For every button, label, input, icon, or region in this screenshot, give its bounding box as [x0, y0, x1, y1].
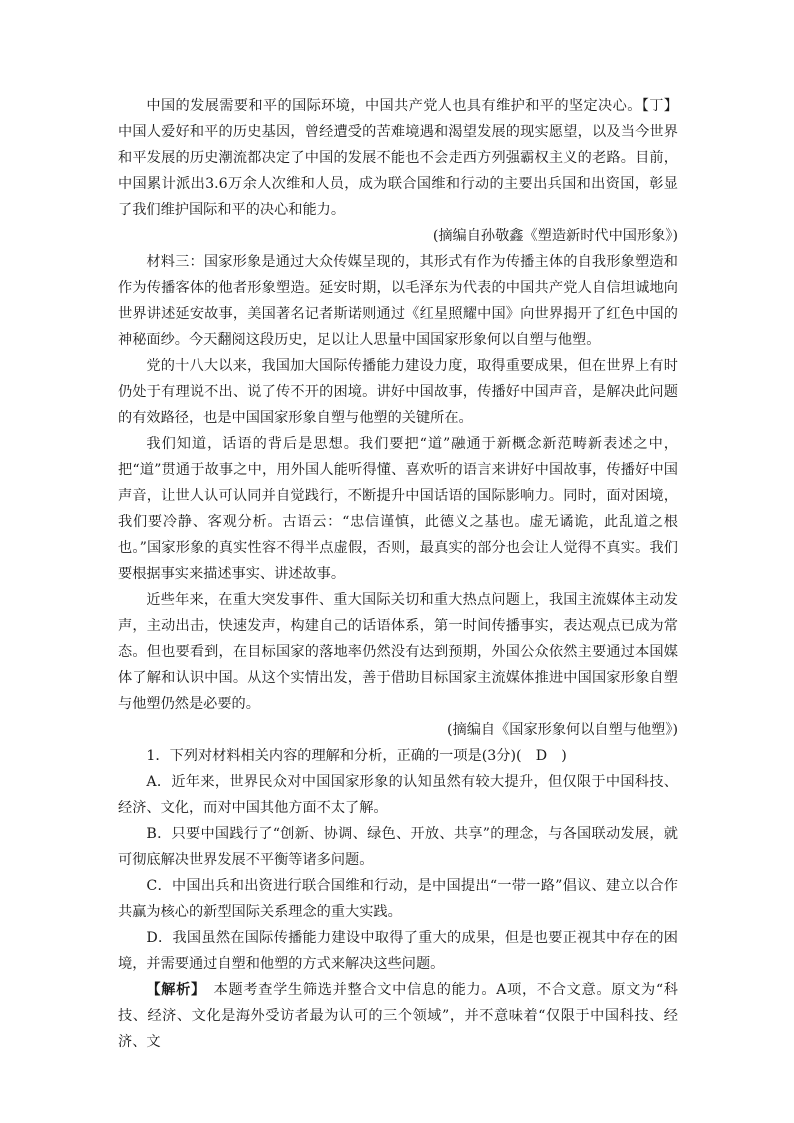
question-1: 1．下列对材料相关内容的理解和分析，正确的一项是(3分)( D )	[146, 748, 567, 764]
paragraph-eighteenth-congress: 党的十八大以来，我国加大国际传播能力建设力度，取得重要成果，但在世界上有时仍处于有理说不出、说了传不开的困境。讲好中国故事，传播好中国声音，是解决此问题的有效路径，也是中国国家形象自塑与他塑的关键所在。	[118, 358, 678, 426]
paragraph-discourse: 我们知道，话语的背后是思想。我们要把“道”融通于新概念新范畴新表述之中，把“道”贯通于故事之中，用外国人能听得懂、喜欢听的语言来讲好中国故事，传播好中国声音，让世人认可认同并自觉践行，不断提升中国话语的国际影响力。同时，面对困境，我们要冷静、客观分析。古语云：“忠信谨慎，此德义之基也。虚无谲诡，此乱道之根也。”国家形象的真实性容不得半点虚假，否则，最真实的部分也会让人觉得不真实。我们要根据事实来描述事实、讲述故事。	[118, 436, 678, 582]
document-body	[118, 93, 678, 1055]
option-c: C．中国出兵和出资进行联合国维和行动，是中国提出“一带一路”倡议、建立以合作共赢为核心的新型国际关系理念的重大实践。	[118, 878, 678, 920]
analysis-paragraph	[118, 977, 678, 1055]
option-d: D．我国虽然在国际传播能力建设中取得了重大的成果，但是也要正视其中存在的困境，并需要通过自塑和他塑的方式来解决这些问题。	[118, 930, 678, 972]
analysis-tag: 【解析】	[146, 982, 199, 998]
source-citation-1: (摘编自孙敬鑫《塑造新时代中国形象》)	[432, 228, 678, 244]
option-b: B．只要中国践行了“创新、协调、绿色、开放、共享”的理念，与各国联动发展，就可彻底解决世界发展不平衡等诸多问题。	[118, 826, 678, 868]
source-citation-2: (摘编自《国家形象何以自塑与他塑》)	[447, 722, 678, 738]
paragraph-mainstream-media: 近些年来，在重大突发事件、重大国际关切和重大热点问题上，我国主流媒体主动发声，主动出击，快速发声，构建自己的话语体系，第一时间传播事实，表达观点已成为常态。但也要看到，在目标国家的落地率仍然没有达到预期，外国公众依然主要通过本国媒体了解和认识中国。从这个实情出发，善于借助目标国家主流媒体推进中国国家形象自塑与他塑仍然是必要的。	[118, 592, 678, 712]
paragraph-peace: 中国的发展需要和平的国际环境，中国共产党人也具有维护和平的坚定决心。【丁】中国人爱好和平的历史基因，曾经遭受的苦难境遇和渴望发展的现实愿望，以及当今世界和平发展的历史潮流都决定了中国的发展不能也不会走西方列强霸权主义的老路。目前，中国累计派出3.6万余人次维和人员，成为联合国维和行动的主要出兵国和出资国，彰显了我们维护国际和平的决心和能力。	[118, 98, 678, 218]
paragraph-material-three: 材料三：国家形象是通过大众传媒呈现的，其形式有作为传播主体的自我形象塑造和作为传播客体的他者形象塑造。延安时期，以毛泽东为代表的中国共产党人自信坦诚地向世界讲述延安故事，美国著名记者斯诺则通过《红星照耀中国》向世界揭开了红色中国的神秘面纱。今天翻阅这段历史，足以让人思量中国国家形象何以自塑与他塑。	[118, 254, 678, 348]
option-a: A．近年来，世界民众对中国国家形象的认知虽然有较大提升，但仅限于中国科技、经济、文化，而对中国其他方面不太了解。	[118, 774, 678, 816]
analysis-text: 本题考查学生筛选并整合文中信息的能力。A项，不合文意。原文为“科技、经济、文化是海外受访者最为认可的三个领域”，并不意味着“仅限于中国科技、经济、文	[118, 982, 678, 1050]
